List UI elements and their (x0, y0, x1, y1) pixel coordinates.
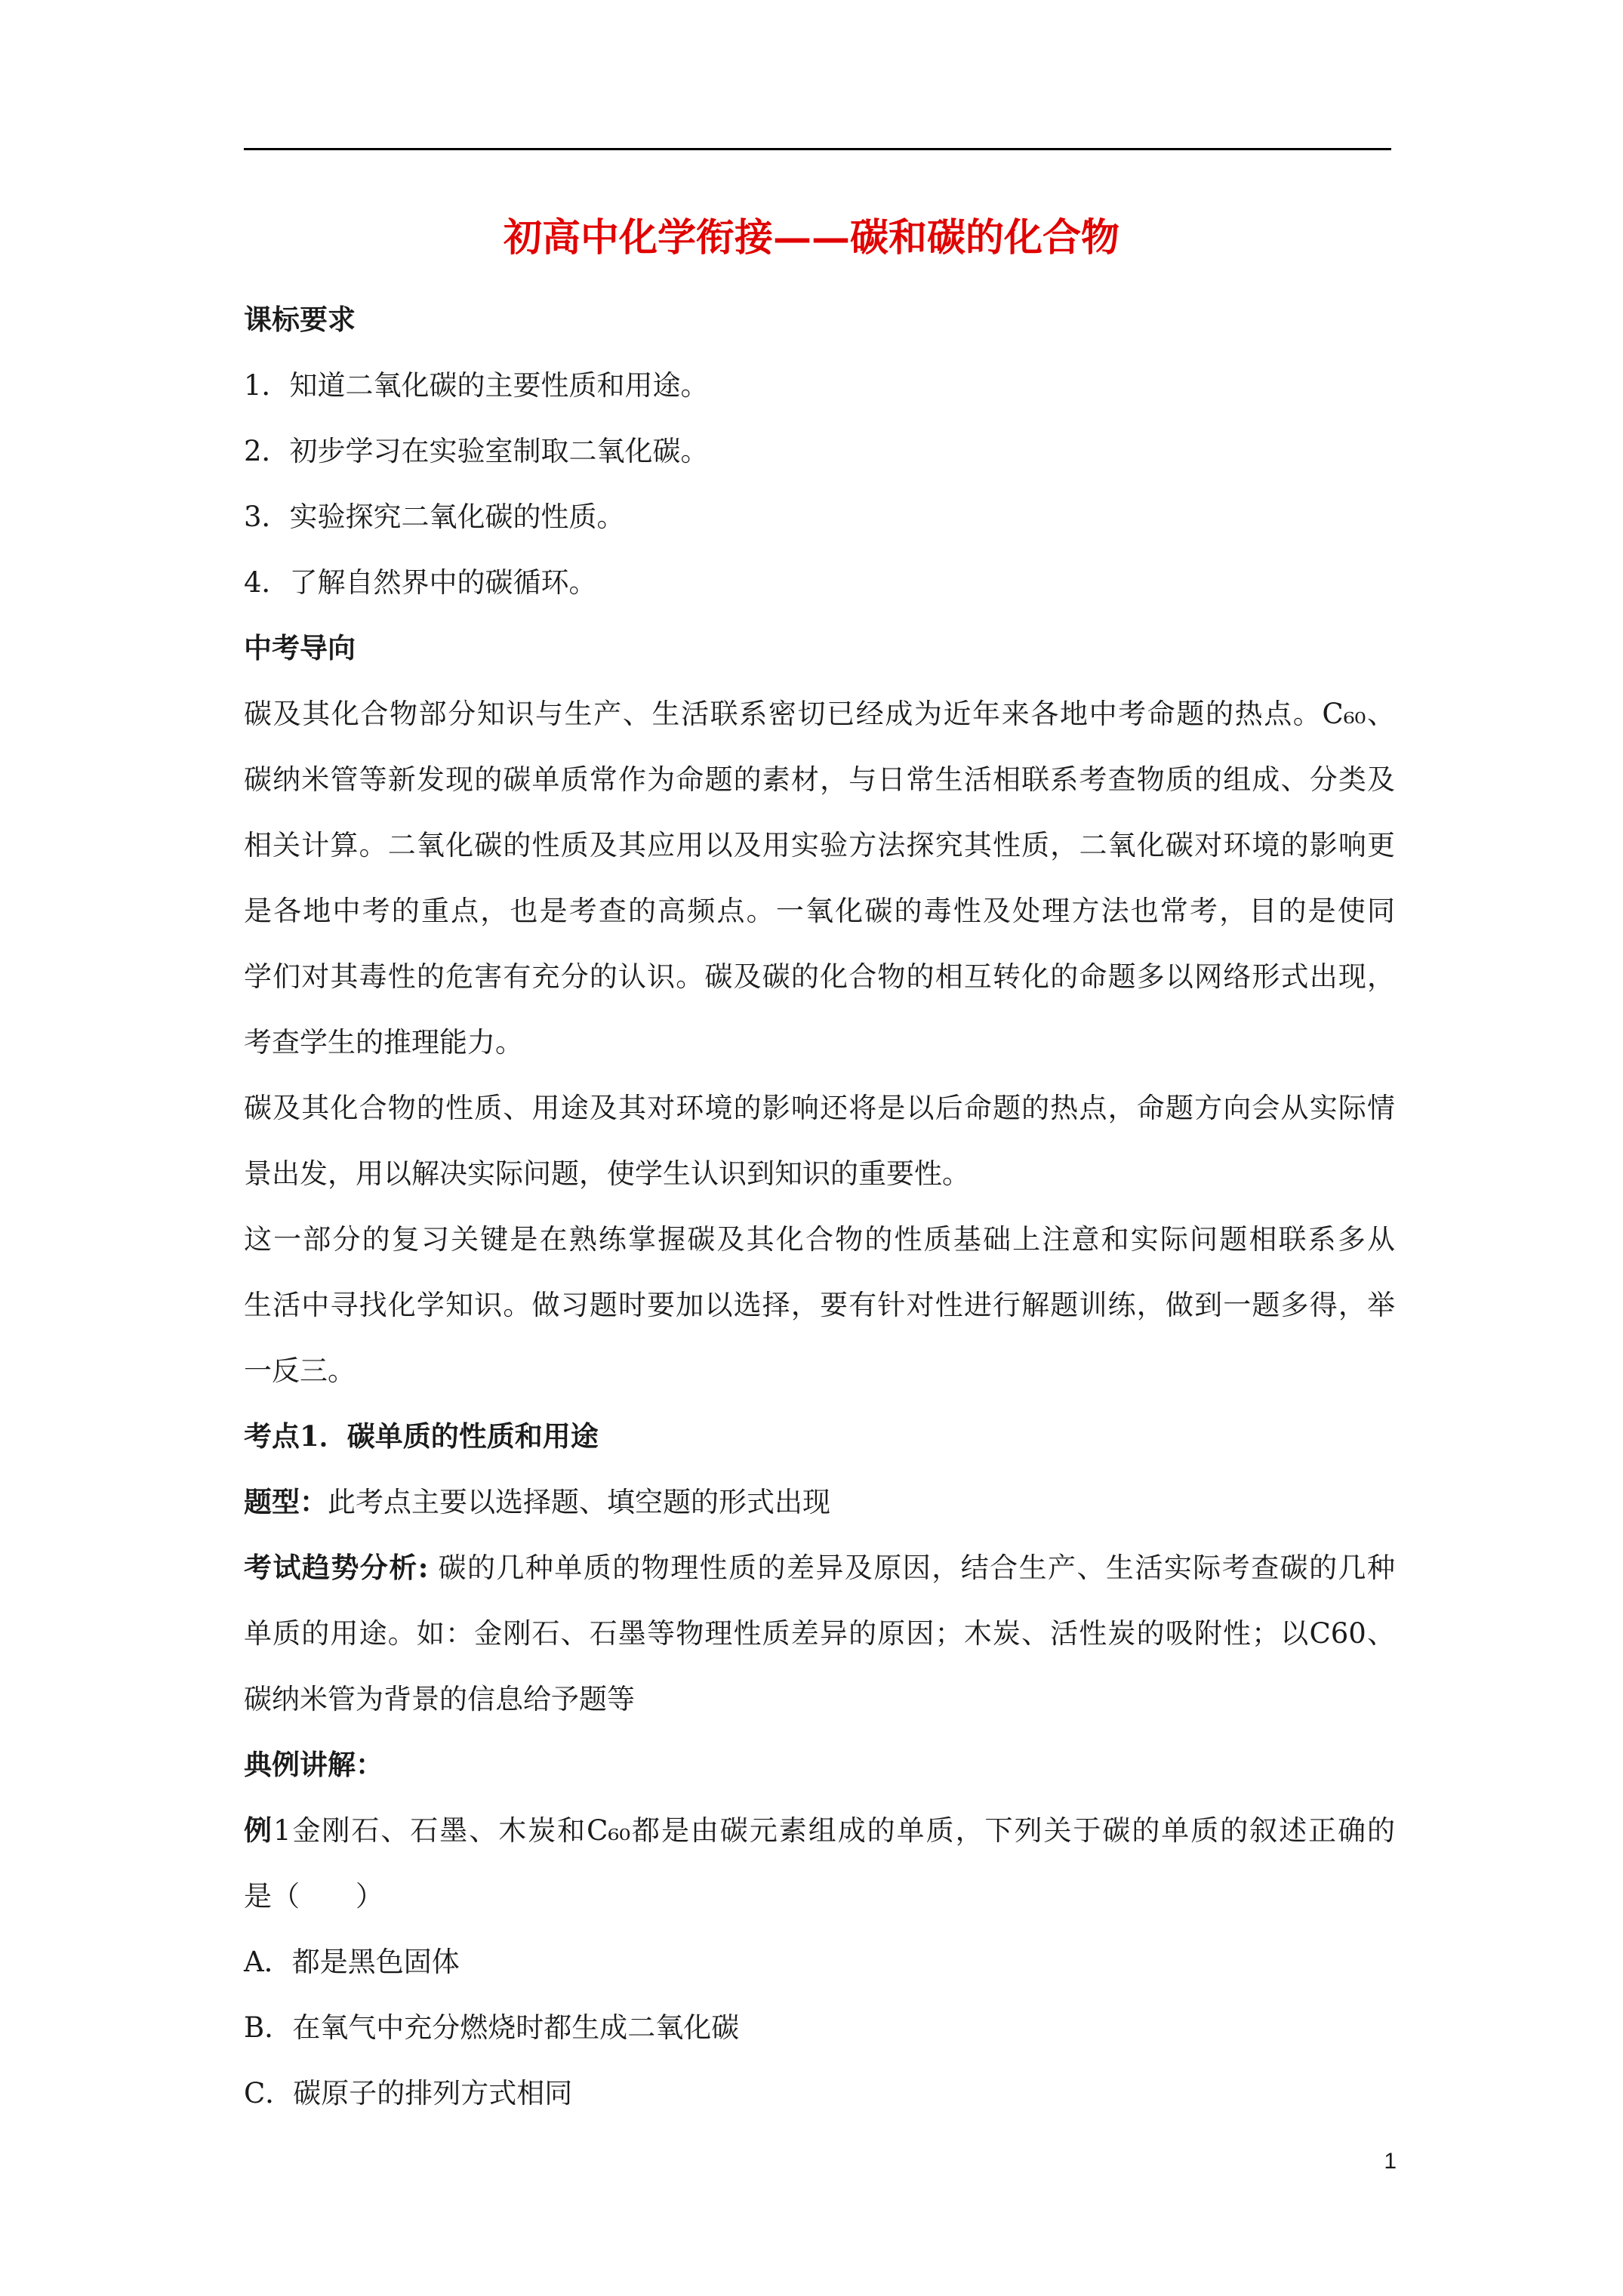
line-text: 景出发，用以解决实际问题，使学生认识到知识的重要性。 (244, 1157, 970, 1190)
text-line (244, 878, 1395, 944)
text-line (244, 812, 1395, 878)
text-line (244, 2060, 1395, 2126)
document-title: 初高中化学衔接——碳和碳的化合物 (503, 215, 1119, 260)
document-body (244, 287, 1395, 2126)
text-line (244, 353, 1395, 418)
line-lead: 考试趋势分析: (244, 1551, 429, 1584)
text-line (244, 1272, 1395, 1338)
text-line (244, 1798, 1395, 1863)
line-text: 1金刚石、石墨、木炭和C₆₀都是由碳元素组成的单质，下列关于碳的单质的叙述正确的 (273, 1814, 1395, 1847)
line-text: 3．实验探究二氧化碳的性质。 (244, 501, 625, 533)
line-text: 此考点主要以选择题、填空题的形式出现 (328, 1486, 830, 1518)
text-line (244, 615, 1395, 681)
text-line (244, 418, 1395, 484)
text-line (244, 484, 1395, 550)
text-line (244, 1404, 1395, 1469)
line-text: 生活中寻找化学知识。做习题时要加以选择，要有针对性进行解题训练，做到一题多得，举 (244, 1289, 1395, 1321)
line-text: 这一部分的复习关键是在熟练掌握碳及其化合物的性质基础上注意和实际问题相联系多从 (244, 1223, 1395, 1256)
line-text: 典例讲解： (244, 1748, 383, 1781)
line-text: 碳纳米管为背景的信息给予题等 (244, 1683, 635, 1715)
text-line (244, 1469, 1395, 1535)
line-text: A．都是黑色固体 (244, 1946, 460, 1978)
line-text: 2．初步学习在实验室制取二氧化碳。 (244, 435, 709, 467)
line-text: 考查学生的推理能力。 (244, 1026, 523, 1059)
line-lead: 例 (244, 1814, 273, 1847)
line-text: 碳及其化合物的性质、用途及其对环境的影响还将是以后命题的热点，命题方向会从实际情 (244, 1092, 1395, 1124)
line-text: 碳的几种单质的物理性质的差异及原因，结合生产、生活实际考查碳的几种 (428, 1552, 1395, 1584)
text-line (244, 1863, 1395, 1929)
line-text: 考点1．碳单质的性质和用途 (244, 1419, 599, 1453)
line-text: 一反三。 (244, 1354, 356, 1387)
text-line (244, 1141, 1395, 1207)
text-line (244, 1338, 1395, 1404)
text-line (244, 681, 1395, 747)
line-text: 是各地中考的重点，也是考查的高频点。一氧化碳的毒性及处理方法也常考，目的是使同 (244, 895, 1395, 927)
text-line (244, 1929, 1395, 1995)
text-line (244, 1666, 1395, 1732)
page-number: 1 (1384, 2149, 1397, 2174)
text-line (244, 1732, 1395, 1798)
line-text: 单质的用途。如：金刚石、石墨等物理性质差异的原因；木炭、活性炭的吸附性；以C60、 (244, 1617, 1395, 1650)
line-text: 课标要求 (244, 303, 356, 336)
text-line (244, 1601, 1395, 1666)
line-text: B．在氧气中充分燃烧时都生成二氧化碳 (244, 2011, 740, 2044)
line-text: 4．了解自然界中的碳循环。 (244, 566, 597, 599)
text-line (244, 1535, 1395, 1601)
line-text: 是（ ） (244, 1880, 383, 1912)
line-text: 相关计算。二氧化碳的性质及其应用以及用实验方法探究其性质，二氧化碳对环境的影响更 (244, 829, 1395, 861)
line-text: 中考导向 (244, 631, 356, 664)
header-rule (244, 148, 1391, 150)
line-text: 学们对其毒性的危害有充分的认识。碳及碳的化合物的相互转化的命题多以网络形式出现， (244, 960, 1395, 993)
text-line (244, 1075, 1395, 1141)
text-line (244, 1995, 1395, 2060)
text-line (244, 1207, 1395, 1272)
text-line (244, 287, 1395, 353)
text-line (244, 747, 1395, 812)
text-line (244, 944, 1395, 1009)
text-line (244, 1009, 1395, 1075)
line-text: C．碳原子的排列方式相同 (244, 2077, 573, 2110)
text-line (244, 550, 1395, 615)
line-text: 碳纳米管等新发现的碳单质常作为命题的素材，与日常生活相联系考查物质的组成、分类及 (244, 763, 1395, 796)
line-text: 碳及其化合物部分知识与生产、生活联系密切已经成为近年来各地中考命题的热点。C₆₀、 (244, 698, 1395, 730)
line-text: 1．知道二氧化碳的主要性质和用途。 (244, 369, 709, 402)
line-lead: 题型： (244, 1485, 328, 1518)
